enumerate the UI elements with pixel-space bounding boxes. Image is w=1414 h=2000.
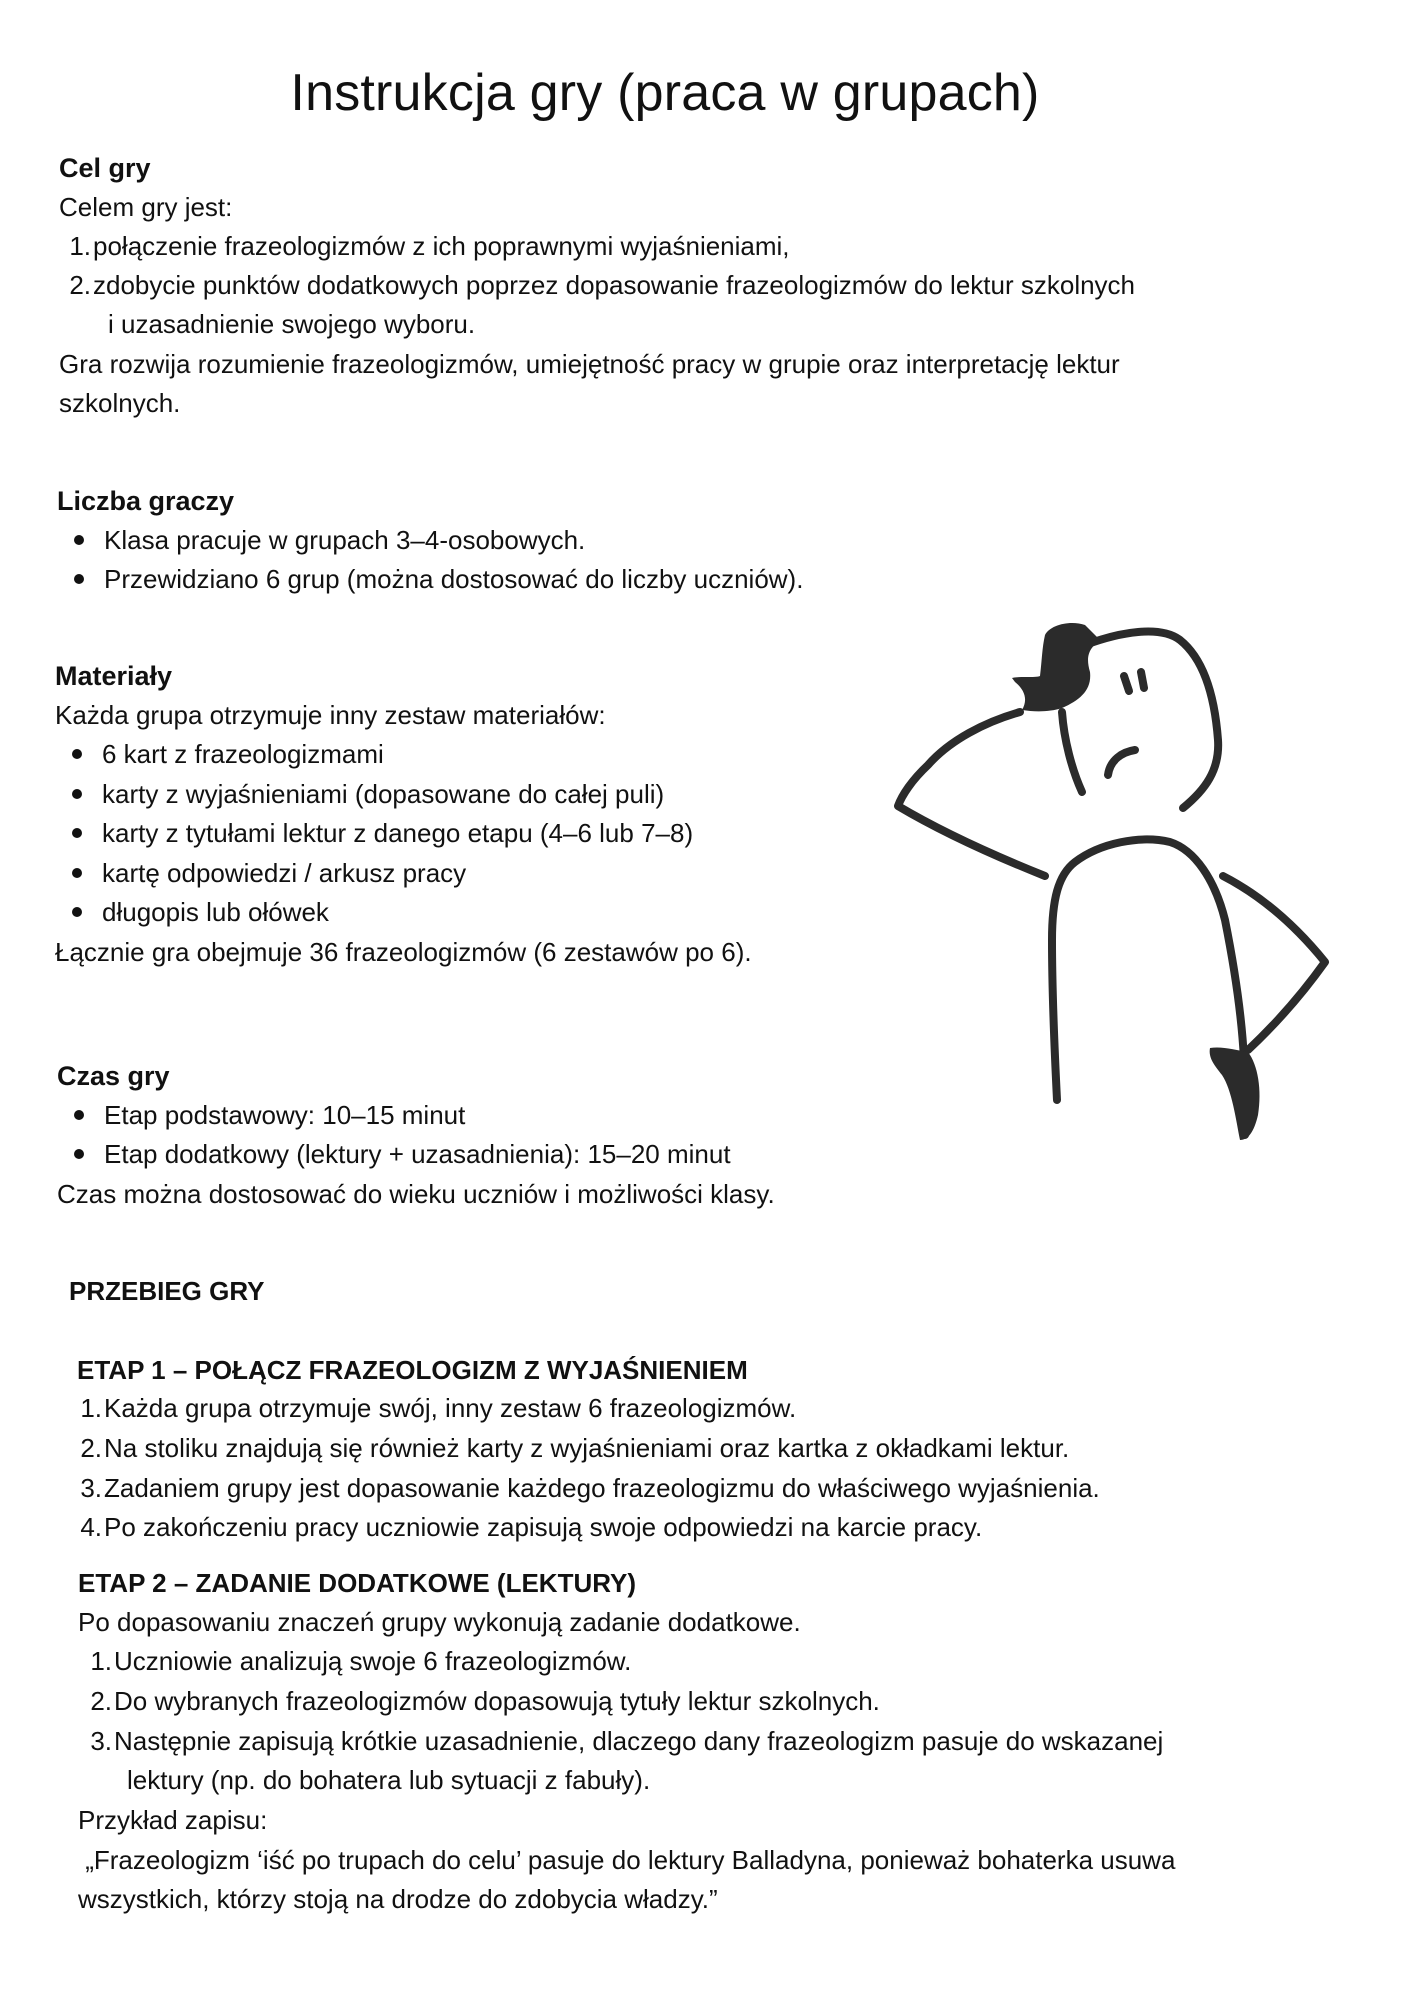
materials-summary: Łącznie gra obejmuje 36 frazeologizmów (6 zestawów po 6). [55, 937, 752, 967]
list-number: 1. [69, 231, 91, 261]
gameplay-heading: PRZEBIEG GRY [69, 1276, 265, 1306]
example-label: Przykład zapisu: [78, 1805, 268, 1835]
list-number: 1. [80, 1393, 102, 1423]
stage2-item-3 [80, 1724, 1163, 1758]
goal-item-text: zdobycie punktów dodatkowych poprzez dopasowanie frazeologizmów do lektur szkolnych [93, 270, 1136, 300]
list-number: 1. [90, 1646, 112, 1676]
stage2-intro: Po dopasowaniu znaczeń grupy wykonują zadanie dodatkowe. [78, 1607, 801, 1637]
list-number: 4. [80, 1512, 102, 1542]
list-number: 2. [69, 270, 91, 300]
materials-item-text: kartę odpowiedzi / arkusz pracy [102, 858, 467, 888]
stage1-item-text: Każda grupa otrzymuje swój, inny zestaw 6 frazeologizmów. [104, 1393, 797, 1423]
goal-item-2-continuation: i uzasadnienie swojego wyboru. [108, 309, 476, 339]
materials-item-5 [72, 895, 329, 929]
goal-summary-line-2: szkolnych. [59, 388, 181, 418]
bullet-icon [74, 1110, 84, 1120]
players-heading: Liczba graczy [57, 486, 235, 516]
materials-item-3 [72, 816, 693, 850]
bullet-icon [74, 574, 84, 584]
bullet-icon [72, 868, 82, 878]
time-item-text: Etap podstawowy: 10–15 minut [104, 1100, 466, 1130]
example-quote-line-1: „Frazeologizm ‘iść po trupach do celu’ pasuje do lektury Balladyna, ponieważ bohaterka usuwa [78, 1845, 1176, 1875]
list-number: 3. [90, 1726, 112, 1756]
players-item-text: Przewidziano 6 grup (można dostosować do liczby uczniów). [104, 564, 804, 594]
materials-heading: Materiały [55, 661, 173, 691]
time-heading: Czas gry [57, 1061, 170, 1091]
time-note: Czas można dostosować do wieku uczniów i możliwości klasy. [57, 1179, 775, 1209]
players-item-1 [74, 523, 585, 557]
players-item-text: Klasa pracuje w grupach 3–4-osobowych. [104, 525, 586, 555]
materials-item-text: długopis lub ołówek [102, 897, 329, 927]
page-title: Instrukcja gry (praca w grupach) [290, 64, 1040, 122]
list-number: 3. [80, 1473, 102, 1503]
stage2-item-text: Do wybranych frazeologizmów dopasowują tytuły lektur szkolnych. [114, 1686, 880, 1716]
stage1-item-text: Zadaniem grupy jest dopasowanie każdego frazeologizmu do właściwego wyjaśnienia. [104, 1473, 1100, 1503]
goal-summary-line-1: Gra rozwija rozumienie frazeologizmów, umiejętność pracy w grupie oraz interpretację lektur [59, 349, 1120, 379]
thinking-stick-figure-icon [880, 610, 1360, 1170]
stage2-item-text: Uczniowie analizują swoje 6 frazeologizmów. [114, 1646, 632, 1676]
stage2-item-1 [80, 1644, 631, 1678]
list-number: 2. [90, 1686, 112, 1716]
stage2-item-3-continuation: lektury (np. do bohatera lub sytuacji z fabuły). [127, 1765, 651, 1795]
bullet-icon [72, 789, 82, 799]
goal-item-2 [59, 268, 1135, 302]
materials-item-text: 6 kart z frazeologizmami [102, 739, 384, 769]
list-number: 2. [80, 1433, 102, 1463]
stage1-item-text: Na stoliku znajdują się również karty z wyjaśnieniami oraz kartka z okładkami lektur. [104, 1433, 1070, 1463]
materials-item-4 [72, 856, 466, 890]
stage1-item-1 [70, 1391, 796, 1425]
bullet-icon [72, 907, 82, 917]
goal-heading: Cel gry [59, 153, 151, 183]
materials-item-text: karty z tytułami lektur z danego etapu (4–6 lub 7–8) [102, 818, 694, 848]
materials-item-2 [72, 777, 664, 811]
stage2-item-2 [80, 1684, 880, 1718]
goal-item-1 [59, 229, 790, 263]
stage1-item-text: Po zakończeniu pracy uczniowie zapisują swoje odpowiedzi na karcie pracy. [104, 1512, 983, 1542]
bullet-icon [72, 749, 82, 759]
players-item-2 [74, 562, 803, 596]
time-item-1 [74, 1098, 465, 1132]
goal-item-text: połączenie frazeologizmów z ich poprawnymi wyjaśnieniami, [93, 231, 790, 261]
example-quote-line-2: wszystkich, którzy stoją na drodze do zdobycia władzy.” [78, 1884, 718, 1914]
bullet-icon [74, 1149, 84, 1159]
stage1-heading: ETAP 1 – POŁĄCZ FRAZEOLOGIZM Z WYJAŚNIENIEM [77, 1355, 748, 1385]
materials-item-1 [72, 737, 384, 771]
time-item-text: Etap dodatkowy (lektury + uzasadnienia): 15–20 minut [104, 1139, 731, 1169]
goal-intro: Celem gry jest: [59, 192, 233, 222]
bullet-icon [72, 828, 82, 838]
bullet-icon [74, 535, 84, 545]
stage2-heading: ETAP 2 – ZADANIE DODATKOWE (LEKTURY) [78, 1568, 637, 1598]
materials-item-text: karty z wyjaśnieniami (dopasowane do całej puli) [102, 779, 665, 809]
materials-intro: Każda grupa otrzymuje inny zestaw materiałów: [55, 700, 606, 730]
stage1-item-3 [70, 1471, 1100, 1505]
stage2-item-text: Następnie zapisują krótkie uzasadnienie, dlaczego dany frazeologizm pasuje do wskazanej [114, 1726, 1164, 1756]
time-item-2 [74, 1137, 731, 1171]
stage1-item-4 [70, 1510, 982, 1544]
stage1-item-2 [70, 1431, 1069, 1465]
